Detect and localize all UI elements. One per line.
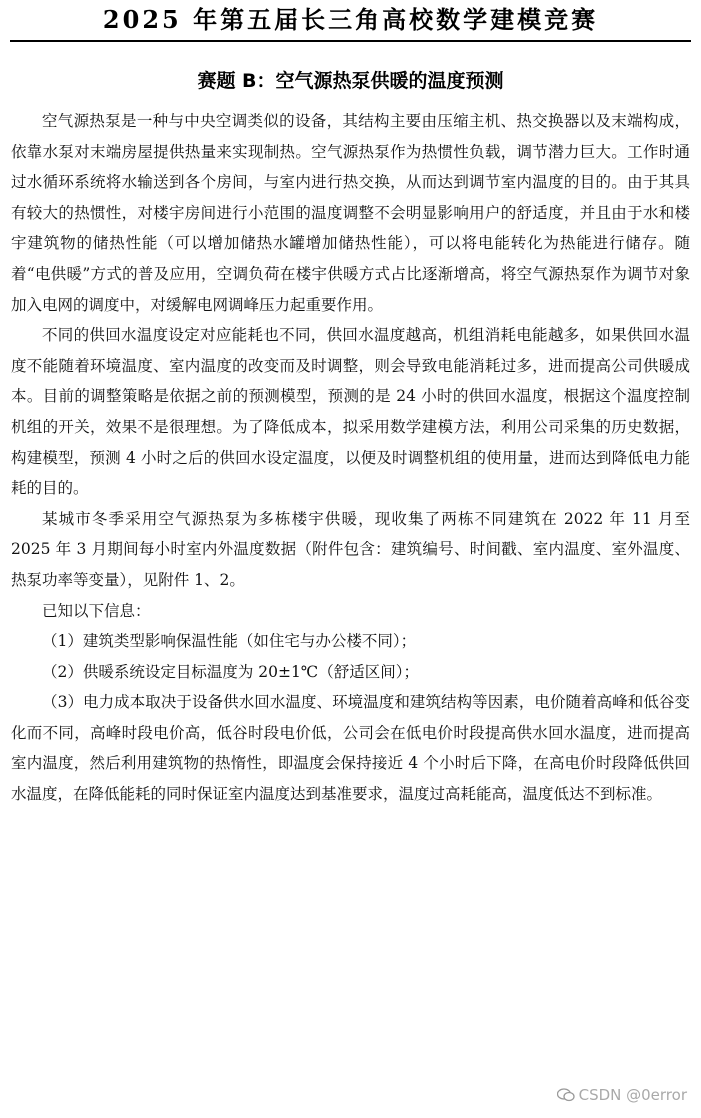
paragraph-motivation: 不同的供回水温度设定对应能耗也不同，供回水温度越高，机组消耗电能越多，如果供回水温度不能随着环境温度、室内温度的改变而及时调整，则会导致电能消耗过多，进而提高公司供暖成本。目前的调整策略是依据之前的预测模型，预测的是 24 小时的供回水温度，根据这个温度控制机组的开关，效果不是很理想。为了降低成本，拟采用数学建模方法，利用公司采集的历史数据，构建模型，预测 4 小时之后的供回水设定温度，以便及时调整机组的使用量，进而达到降低电力能耗的目的。 [11, 326, 690, 498]
competition-banner: 2025 年第五届长三角高校数学建模竞赛 [102, 5, 599, 34]
paragraph-known-info: 已知以下信息： [42, 601, 151, 620]
watermark-text: CSDN @0error [578, 1086, 687, 1104]
known-item-2: （2）供暖系统设定目标温度为 20±1℃（舒适区间）； [42, 662, 419, 681]
known-item-1: （1）建筑类型影响保温性能（如住宅与办公楼不同）； [42, 632, 417, 651]
chat-bubble-icon [557, 1088, 575, 1102]
problem-title: 赛题 B：空气源热泵供暖的温度预测 [197, 70, 504, 92]
known-item-3: （3）电力成本取决于设备供水回水温度、环境温度和建筑结构等因素，电价随着高峰和低谷变化而不同，高峰时段电价高，低谷时段电价低，公司会在低电价时段提高供水回水温度，进而提高室内温度，然后利用建筑物的热惰性，即温度会保持接近 4 个小时后下降，在高电价时段降低供回水温度，在降低能耗的同时保证室内温度达到基准要求，温度过高耗能高，温度低达不到标准。 [11, 693, 690, 804]
paragraph-intro: 空气源热泵是一种与中央空调类似的设备，其结构主要由压缩主机、热交换器以及末端构成，依靠水泵对末端房屋提供热量来实现制热。空气源热泵作为热惯性负载，调节潜力巨大。工作时通过水循环系统将水输送到各个房间，与室内进行热交换，从而达到调节室内温度的目的。由于其具有较大的热惯性，对楼宇房间进行小范围的温度调整不会明显影响用户的舒适度，并且由于水和楼宇建筑物的储热性能（可以增加储热水罐增加储热性能），可以将电能转化为热能进行储存。随着“电供暖”方式的普及应用，空调负荷在楼宇供暖方式占比逐渐增高，将空气源热泵作为调节对象加入电网的调度中，对缓解电网调峰压力起重要作用。 [11, 112, 690, 314]
paragraph-data-description: 某城市冬季采用空气源热泵为多栋楼宇供暖，现收集了两栋不同建筑在 2022 年 11 月至 2025 年 3 月期间每小时室内外温度数据（附件包含：建筑编号、时间戳、室内温度、室外温度、热泵功率等变量），见附件 1、2。 [11, 509, 690, 589]
problem-body [8, 106, 693, 810]
header-divider [10, 40, 691, 42]
source-watermark [557, 1086, 687, 1104]
